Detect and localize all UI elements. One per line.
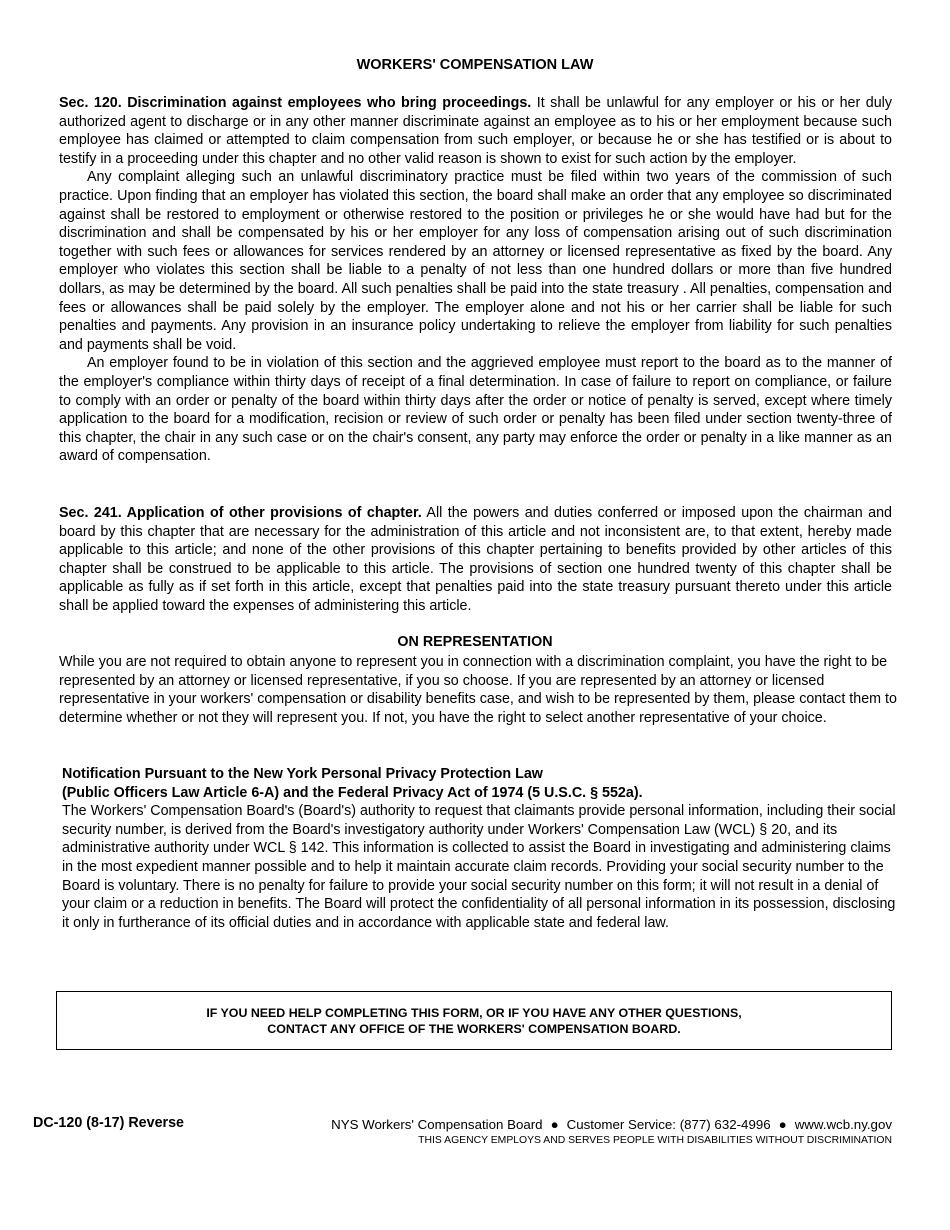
privacy-heading-line-2: (Public Officers Law Article 6-A) and the Federal Privacy Act of 1974 (5 U.S.C. § 552a). [62,784,643,801]
section-241-heading: Sec. 241. Application of other provisions of chapter. [59,505,422,521]
privacy-notice [62,765,897,932]
section-241-text: All the powers and duties conferred or imposed upon the chairman and board by this chapter that are necessary for the administration of this article and not inconsistent are, to that extent, hereby made applicable to this article; and none of the other provisions of this chapter pertaining to benefits provided by other articles of this chapter shall be construed to be applicable to this article. The provisions of section one hundred twenty of this chapter shall be applicable as fully as if set forth in this article, except that penalties paid into the state treasury pursuant thereto under this article shall be applied toward the expenses of administering this article. [59,505,892,614]
section-241-paragraph [59,504,892,616]
footer-separator-2: ● [778,1117,787,1132]
section-241 [59,504,892,616]
footer-contact-line [331,1117,892,1132]
representation-body: While you are not required to obtain anyone to represent you in connection with a discrimination complaint, you have the right to be represented by an attorney or licensed representative, if you so choose. If you are represented by an attorney or licensed representative in your workers' compensation or disability benefits case, and wish to be represented by them, please contact them to determine whether or not they will represent you. If not, you have the right to select another representative of your choice. [59,654,897,726]
footer-customer-service: Customer Service: (877) 632-4996 [566,1117,771,1132]
help-notice-line-2: CONTACT ANY OFFICE OF THE WORKERS' COMPENSATION BOARD. [267,1021,681,1036]
help-notice-box [56,991,892,1050]
footer-agency: NYS Workers' Compensation Board [331,1117,543,1132]
form-id: DC-120 (8-17) Reverse [33,1115,184,1131]
footer-separator-1: ● [550,1117,559,1132]
section-120-paragraph-3: An employer found to be in violation of this section and the aggrieved employee must report to the board as to the manner of the employer's compliance within thirty days of receipt of a final determination. In case of failure to report on compliance, or failure to comply with an order or penalty of the board within thirty days after the order or notice of penalty is served, except where timely application to the board for a modification, recision or review of such order or penalty has been filed under section twenty-three of this chapter, the chair in any such case or on the chair's consent, any party may enforce the order or penalty in a like manner as an award of compensation. [59,355,892,465]
section-120-paragraph-1 [59,94,892,168]
help-notice-line-1: IF YOU NEED HELP COMPLETING THIS FORM, OR IF YOU HAVE ANY OTHER QUESTIONS, [206,1006,742,1020]
section-120-heading: Sec. 120. Discrimination against employees who bring proceedings. [59,95,532,111]
footer-nondiscrimination-note: THIS AGENCY EMPLOYS AND SERVES PEOPLE WITH DISABILITIES WITHOUT DISCRIMINATION [418,1135,892,1146]
privacy-heading-line-1: Notification Pursuant to the New York Personal Privacy Protection Law [62,766,543,782]
section-120-paragraph-2: Any complaint alleging such an unlawful discriminatory practice must be filed within two years of the commission of such practice. Upon finding that an employer has violated this section, the board shall make an order that any employee so discriminated against shall be restored to employment or otherwise restored to the position or privileges he or she would have had but for the discrimination and shall be compensated by his or her employer for any loss of compensation arising out of such discrimination together with such fees or allowances for services rendered by an attorney or licensed representative as fixed by the board. Any employer who violates this section shall be liable to a penalty of not less than one hundred dollars or more than five hundred dollars, as may be determined by the board. All such penalties shall be paid into the state treasury . All penalties, compensation and fees or allowances shall be paid solely by the employer. The employer alone and not his or her carrier shall be liable for such penalties and payments. Any provision in an insurance policy undertaking to relieve the employer from liability for such penalties and payments shall be void. [59,169,892,353]
representation-heading: ON REPRESENTATION [397,634,553,650]
footer-website[interactable]: www.wcb.ny.gov [794,1117,892,1132]
page-title: WORKERS' COMPENSATION LAW [356,57,594,73]
section-120 [59,94,892,466]
section-120-paragraph-1-text: It shall be unlawful for any employer or his or her duly authorized agent to discharge or in any other manner discriminate against an employee as to his or her employment because such employee has claimed or attempted to claim compensation from such employer, or because he or she has testified or is about to testify in a proceeding under this chapter and no other valid reason is shown to exist for such action by the employer. [59,95,892,167]
privacy-body: The Workers' Compensation Board's (Board's) authority to request that claimants provide personal information, including their social security number, is derived from the Board's investigatory authority under Workers' Compensation Law (WCL) § 20, and its administrative authority under WCL § 142. This information is collected to assist the Board in investigating and administering claims in the most expedient manner possible and to help it maintain accurate claim records. Providing your social security number to the Board is voluntary. There is no penalty for failure to provide your social security number on this form; it will not result in a denial of your claim or a reduction in benefits. The Board will protect the confidentiality of all personal information in its possession, disclosing it only in furtherance of its official duties and in accordance with applicable state and federal law. [62,803,896,931]
